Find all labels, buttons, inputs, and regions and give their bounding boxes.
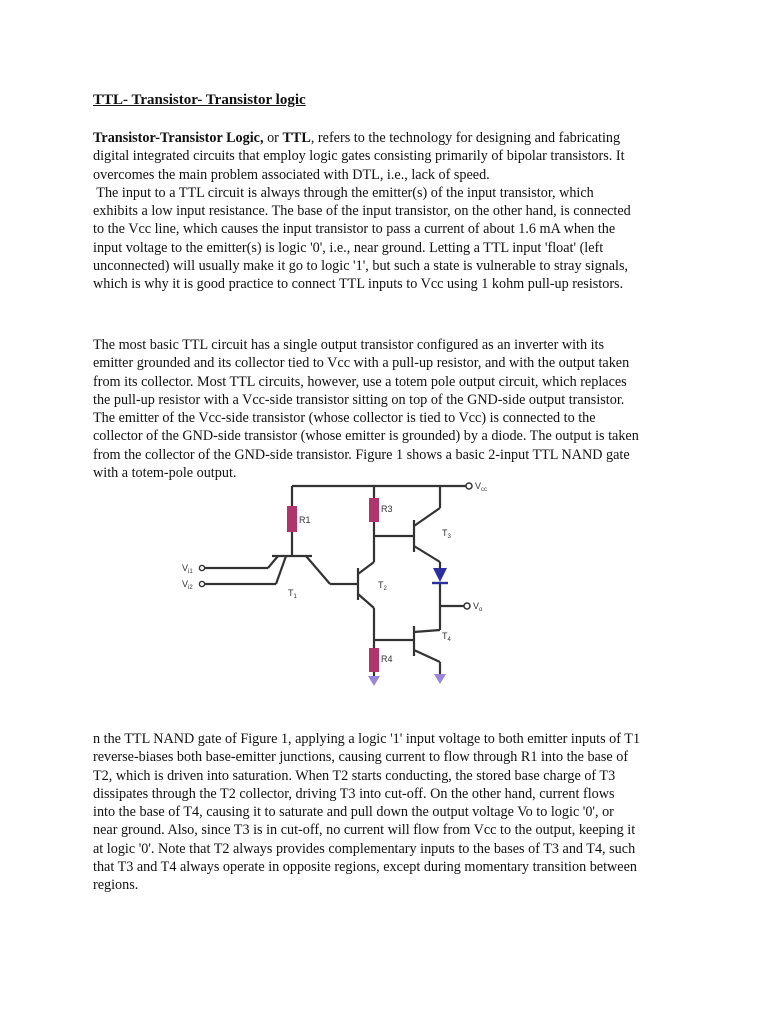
paragraph-line: dissipates through the T2 collector, driving T3 into cut-off. On the other hand, current flows	[93, 785, 615, 802]
diode	[433, 568, 447, 582]
paragraph-line: reverse-biases both base-emitter junctions, causing current to flow through R1 into the base of	[93, 749, 629, 766]
paragraph-line: near ground. Also, since T3 is in cut-off, no current will flow from Vcc to the output, keeping it	[93, 822, 636, 839]
paragraph-line: to the Vcc line, which causes the input transistor to pass a current of about 1.6 mA when the	[93, 221, 616, 238]
term-bold: Transistor-Transistor Logic,	[93, 130, 264, 146]
t2-collector	[358, 562, 374, 574]
t2-label: $T_2$	[378, 580, 387, 592]
vcc-label: $V_{cc}$	[475, 481, 488, 493]
paragraph-line: unconnected) will usually make it go to logic '1', but such a state is vulnerable to stray signals,	[93, 258, 629, 275]
t2-emitter	[358, 594, 374, 608]
t3-label: $T_3$	[442, 528, 451, 540]
t1-emitter-1	[268, 556, 278, 568]
vi2-label: $V_{i2}$	[182, 579, 193, 591]
paragraph-line: overcomes the main problem associated with DTL, i.e., lack of speed.	[93, 166, 490, 183]
t1-label: $T_1$	[288, 588, 297, 600]
resistor-r1	[287, 506, 297, 532]
resistor-r3	[369, 498, 379, 522]
paragraph-line: which is why it is good practice to connect TTL inputs to Vcc using 1 kohm pull-up resistors.	[93, 276, 624, 293]
paragraph-intro-line	[93, 129, 718, 147]
paragraph-line: from its collector. Most TTL circuits, however, use a totem pole output circuit, which replaces	[93, 373, 627, 390]
paragraph-line: into the base of T4, causing it to saturate and pull down the output voltage Vo to logic '0', or	[93, 804, 614, 821]
document-title: TTL- Transistor- Transistor logic	[93, 92, 306, 108]
paragraph-line: The most basic TTL circuit has a single output transistor configured as an inverter with its	[93, 337, 605, 353]
ttl-nand-circuit-diagram	[160, 476, 500, 694]
paragraph-line: the pull-up resistor with a Vcc-side transistor sitting on top of the GND-side output transistor.	[93, 391, 625, 408]
output-terminal	[464, 603, 470, 609]
paragraph-line: n the TTL NAND gate of Figure 1, applying a logic '1' input voltage to both emitter inputs of T1	[93, 731, 641, 747]
paragraph-line: input voltage to the emitter(s) is logic '0', i.e., near ground. Letting a TTL input 'float' (left	[93, 239, 604, 256]
ground-symbol-right	[434, 674, 446, 684]
term-definition: , refers to the technology for designing and fabricating	[310, 130, 621, 146]
paragraph-line: T2, which is driven into saturation. When T2 starts conducting, the stored base charge of T3	[93, 767, 616, 784]
t4-emitter	[414, 650, 440, 662]
paragraph-line: collector of the GND-side transistor (whose emitter is grounded) by a diode. The output is taken	[93, 428, 639, 445]
resistor-r4	[369, 648, 379, 672]
vo-label: $V_o$	[473, 601, 483, 613]
paragraph-line: The emitter of the Vcc-side transistor (whose collector is tied to Vcc) is connected to the	[93, 410, 596, 427]
paragraph-nand-operation	[93, 730, 718, 895]
r1-label: R1	[299, 515, 311, 525]
paragraph-line: regions.	[93, 877, 139, 894]
vi1-label: $V_{i1}$	[182, 563, 193, 575]
paragraph-line: at logic '0'. Note that T2 always provides complementary inputs to the bases of T3 and T4, such	[93, 840, 636, 857]
term-abbr-bold: TTL	[282, 130, 311, 146]
t4-label: $T_4$	[442, 631, 451, 643]
paragraph-line: exhibits a low input resistance. The base of the input transistor, on the other hand, is connected	[93, 203, 631, 220]
r4-label: R4	[381, 654, 393, 664]
paragraph-line: that T3 and T4 always operate in opposite regions, except during momentary transition between	[93, 859, 637, 876]
paragraph-line: emitter grounded and its collector tied to Vcc with a pull-up resistor, and with the output taken	[93, 355, 630, 372]
vcc-terminal	[466, 483, 472, 489]
t3-emitter	[414, 546, 440, 562]
t4-collector	[414, 630, 440, 632]
paragraph-line: from the collector of the GND-side transistor. Figure 1 shows a basic 2-input TTL NAND gate	[93, 446, 630, 463]
ground-symbol-left	[368, 676, 380, 686]
paragraph-line: with a totem-pole output.	[93, 465, 237, 482]
t1-collector	[306, 556, 330, 584]
t3-collector	[414, 508, 440, 526]
paragraph-line: digital integrated circuits that employ logic gates consisting primarily of bipolar transistors. It	[93, 148, 625, 165]
paragraph-line: The input to a TTL circuit is always through the emitter(s) of the input transistor, which	[93, 184, 594, 201]
term-connector: or	[263, 130, 283, 146]
input-2-terminal	[199, 581, 204, 586]
input-1-terminal	[199, 565, 204, 570]
paragraph-totem-pole	[93, 336, 718, 482]
t1-emitter-2	[276, 556, 286, 584]
paragraph-intro	[93, 129, 718, 294]
r3-label: R3	[381, 504, 393, 514]
